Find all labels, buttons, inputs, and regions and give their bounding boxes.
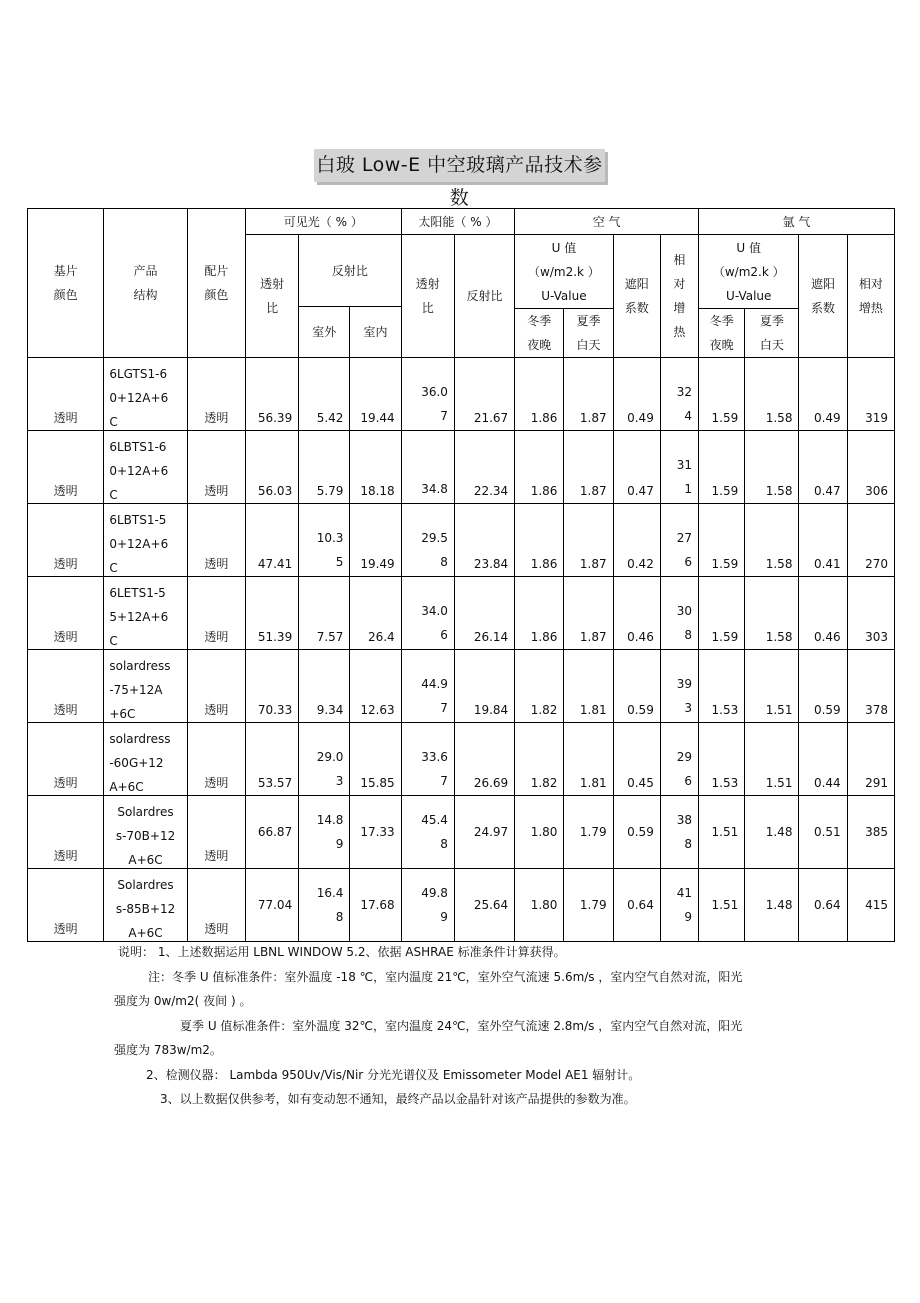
note-line: 注：冬季 U 值标准条件：室外温度 -18 ℃，室内温度 21℃，室外空气流速 5.6m/s ，室内空气自然对流，阳光 <box>148 969 743 984</box>
cell-air-shading: 0.45 <box>613 723 660 796</box>
cell-air-u-summer: 1.81 <box>564 723 613 796</box>
cell-argon-rel-heat: 270 <box>847 504 894 577</box>
cell-visible-reflect-outdoor: 7.57 <box>299 577 350 650</box>
header-argon-shading: 遮阳系数 <box>799 235 847 358</box>
cell-visible-transmit: 56.39 <box>245 358 298 431</box>
cell-argon-rel-heat: 415 <box>847 869 894 942</box>
cell-solar-transmit: 36.0 7 <box>401 358 454 431</box>
cell-visible-transmit: 66.87 <box>245 796 298 869</box>
cell-argon-shading: 0.41 <box>799 504 847 577</box>
cell-air-u-summer: 1.87 <box>564 358 613 431</box>
cell-visible-reflect-indoor: 17.68 <box>350 869 401 942</box>
cell-product: 6LBTS1-6 0+12A+6 C <box>104 431 187 504</box>
header-argon-summer: 夏季白天 <box>745 309 799 358</box>
cell-air-u-summer: 1.87 <box>564 431 613 504</box>
spec-table <box>27 208 895 942</box>
header-match-color: 配片颜色 <box>187 209 245 358</box>
cell-argon-rel-heat: 291 <box>847 723 894 796</box>
cell-argon-u-summer: 1.48 <box>745 869 799 942</box>
cell-air-rel-heat: 41 9 <box>660 869 698 942</box>
cell-argon-u-summer: 1.48 <box>745 796 799 869</box>
note-line: 说明： 1、上述数据运用 LBNL WINDOW 5.2、依据 ASHRAE 标准条件计算获得。 <box>118 945 566 959</box>
header-visible-transmit: 透射比 <box>245 235 298 358</box>
table-row <box>28 504 895 577</box>
header-solar: 太阳能（ % ） <box>401 209 515 235</box>
cell-argon-u-winter: 1.53 <box>699 723 745 796</box>
cell-air-u-winter: 1.86 <box>515 504 564 577</box>
cell-air-rel-heat: 30 8 <box>660 577 698 650</box>
cell-match-color: 透明 <box>187 431 245 504</box>
table-row <box>28 650 895 723</box>
cell-visible-reflect-indoor: 26.4 <box>350 577 401 650</box>
cell-argon-shading: 0.47 <box>799 431 847 504</box>
header-base-color: 基片颜色 <box>28 209 104 358</box>
cell-visible-reflect-outdoor: 10.3 5 <box>299 504 350 577</box>
table-row <box>28 723 895 796</box>
cell-argon-rel-heat: 303 <box>847 577 894 650</box>
cell-visible-reflect-indoor: 19.49 <box>350 504 401 577</box>
cell-match-color: 透明 <box>187 358 245 431</box>
cell-argon-shading: 0.44 <box>799 723 847 796</box>
cell-argon-rel-heat: 306 <box>847 431 894 504</box>
cell-air-u-winter: 1.86 <box>515 577 564 650</box>
cell-base-color: 透明 <box>28 504 104 577</box>
table-row <box>28 796 895 869</box>
cell-air-rel-heat: 27 6 <box>660 504 698 577</box>
cell-air-rel-heat: 31 1 <box>660 431 698 504</box>
cell-solar-transmit: 49.8 9 <box>401 869 454 942</box>
cell-match-color: 透明 <box>187 796 245 869</box>
cell-solar-transmit: 44.9 7 <box>401 650 454 723</box>
notes <box>114 940 858 1112</box>
cell-product: 6LBTS1-5 0+12A+6 C <box>104 504 187 577</box>
note-line: 2、检测仪器： Lambda 950Uv/Vis/Nir 分光光谱仪及 Emissometer Model AE1 辐射计。 <box>146 1067 641 1082</box>
cell-solar-transmit: 29.5 8 <box>401 504 454 577</box>
cell-solar-reflect: 19.84 <box>454 650 514 723</box>
header-solar-transmit: 透射比 <box>401 235 454 358</box>
cell-base-color: 透明 <box>28 431 104 504</box>
cell-air-u-winter: 1.86 <box>515 358 564 431</box>
cell-air-shading: 0.46 <box>613 577 660 650</box>
cell-base-color: 透明 <box>28 358 104 431</box>
cell-visible-transmit: 77.04 <box>245 869 298 942</box>
cell-air-u-winter: 1.82 <box>515 723 564 796</box>
cell-air-u-winter: 1.80 <box>515 869 564 942</box>
cell-solar-transmit: 34.0 6 <box>401 577 454 650</box>
cell-base-color: 透明 <box>28 577 104 650</box>
cell-visible-reflect-outdoor: 5.79 <box>299 431 350 504</box>
cell-solar-transmit: 33.6 7 <box>401 723 454 796</box>
cell-air-u-summer: 1.87 <box>564 504 613 577</box>
cell-argon-rel-heat: 378 <box>847 650 894 723</box>
cell-air-u-winter: 1.86 <box>515 431 564 504</box>
cell-air-shading: 0.64 <box>613 869 660 942</box>
table-row <box>28 358 895 431</box>
cell-argon-shading: 0.51 <box>799 796 847 869</box>
cell-argon-u-winter: 1.59 <box>699 577 745 650</box>
cell-air-shading: 0.47 <box>613 431 660 504</box>
cell-argon-shading: 0.59 <box>799 650 847 723</box>
header-argon: 氩 气 <box>699 209 895 235</box>
cell-product: solardress -75+12A +6C <box>104 650 187 723</box>
header-air-winter: 冬季夜晚 <box>515 309 564 358</box>
cell-air-shading: 0.42 <box>613 504 660 577</box>
cell-air-rel-heat: 38 8 <box>660 796 698 869</box>
cell-argon-u-winter: 1.51 <box>699 796 745 869</box>
note-line: 强度为 0w/m2( 夜间 ) 。 <box>114 994 252 1008</box>
cell-base-color: 透明 <box>28 869 104 942</box>
cell-visible-reflect-indoor: 19.44 <box>350 358 401 431</box>
cell-solar-reflect: 26.14 <box>454 577 514 650</box>
cell-argon-u-summer: 1.51 <box>745 723 799 796</box>
cell-air-rel-heat: 29 6 <box>660 723 698 796</box>
cell-air-u-winter: 1.82 <box>515 650 564 723</box>
cell-argon-u-summer: 1.58 <box>745 358 799 431</box>
cell-base-color: 透明 <box>28 650 104 723</box>
cell-solar-reflect: 24.97 <box>454 796 514 869</box>
cell-argon-shading: 0.64 <box>799 869 847 942</box>
cell-product: 6LETS1-5 5+12A+6 C <box>104 577 187 650</box>
header-outdoor: 室外 <box>299 307 350 358</box>
cell-air-u-winter: 1.80 <box>515 796 564 869</box>
cell-visible-reflect-outdoor: 16.4 8 <box>299 869 350 942</box>
cell-argon-u-winter: 1.51 <box>699 869 745 942</box>
cell-solar-transmit: 45.4 8 <box>401 796 454 869</box>
cell-argon-u-winter: 1.59 <box>699 431 745 504</box>
cell-visible-reflect-indoor: 15.85 <box>350 723 401 796</box>
cell-argon-shading: 0.49 <box>799 358 847 431</box>
cell-argon-shading: 0.46 <box>799 577 847 650</box>
header-visible-reflect: 反射比 <box>299 235 401 307</box>
note-line: 3、以上数据仅供参考，如有变动恕不通知，最终产品以金晶针对该产品提供的参数为准。 <box>160 1092 636 1106</box>
cell-air-shading: 0.59 <box>613 796 660 869</box>
table-row <box>28 577 895 650</box>
cell-match-color: 透明 <box>187 869 245 942</box>
cell-visible-reflect-outdoor: 9.34 <box>299 650 350 723</box>
cell-match-color: 透明 <box>187 723 245 796</box>
cell-product: solardress -60G+12 A+6C <box>104 723 187 796</box>
cell-visible-transmit: 53.57 <box>245 723 298 796</box>
cell-visible-reflect-indoor: 12.63 <box>350 650 401 723</box>
cell-base-color: 透明 <box>28 796 104 869</box>
cell-argon-u-summer: 1.51 <box>745 650 799 723</box>
cell-visible-transmit: 56.03 <box>245 431 298 504</box>
cell-argon-rel-heat: 319 <box>847 358 894 431</box>
cell-visible-transmit: 51.39 <box>245 577 298 650</box>
cell-air-u-summer: 1.79 <box>564 796 613 869</box>
cell-argon-u-winter: 1.53 <box>699 650 745 723</box>
cell-visible-transmit: 70.33 <box>245 650 298 723</box>
cell-argon-u-summer: 1.58 <box>745 504 799 577</box>
cell-solar-transmit: 34.8 <box>401 431 454 504</box>
note-line: 强度为 783w/m2。 <box>114 1043 222 1057</box>
header-argon-u-value: U 值 （w/m2.k ） U-Value <box>699 235 799 309</box>
cell-visible-transmit: 47.41 <box>245 504 298 577</box>
header-argon-winter: 冬季夜晚 <box>699 309 745 358</box>
cell-base-color: 透明 <box>28 723 104 796</box>
cell-air-u-summer: 1.81 <box>564 650 613 723</box>
table-row <box>28 869 895 942</box>
header-product: 产品结构 <box>104 209 187 358</box>
header-air-rel-heat: 相对增热 <box>660 235 698 358</box>
cell-product: Solardres s-85B+12 A+6C <box>104 869 187 942</box>
cell-air-shading: 0.59 <box>613 650 660 723</box>
cell-solar-reflect: 23.84 <box>454 504 514 577</box>
cell-air-u-summer: 1.87 <box>564 577 613 650</box>
cell-product: 6LGTS1-6 0+12A+6 C <box>104 358 187 431</box>
page-title: 白玻 Low-E 中空玻璃产品技术参数 <box>314 149 605 182</box>
cell-visible-reflect-indoor: 17.33 <box>350 796 401 869</box>
cell-solar-reflect: 26.69 <box>454 723 514 796</box>
cell-match-color: 透明 <box>187 650 245 723</box>
cell-argon-u-winter: 1.59 <box>699 358 745 431</box>
cell-visible-reflect-outdoor: 14.8 9 <box>299 796 350 869</box>
cell-air-u-summer: 1.79 <box>564 869 613 942</box>
header-argon-rel-heat: 相对增热 <box>847 235 894 358</box>
header-air-shading: 遮阳系数 <box>613 235 660 358</box>
cell-match-color: 透明 <box>187 577 245 650</box>
cell-visible-reflect-outdoor: 29.0 3 <box>299 723 350 796</box>
cell-visible-reflect-indoor: 18.18 <box>350 431 401 504</box>
cell-air-shading: 0.49 <box>613 358 660 431</box>
cell-match-color: 透明 <box>187 504 245 577</box>
cell-argon-u-summer: 1.58 <box>745 431 799 504</box>
cell-visible-reflect-outdoor: 5.42 <box>299 358 350 431</box>
table-row <box>28 431 895 504</box>
header-air-u-value: U 值 （w/m2.k ） U-Value <box>515 235 613 309</box>
cell-air-rel-heat: 32 4 <box>660 358 698 431</box>
header-visible: 可见光（ % ） <box>245 209 401 235</box>
header-air-summer: 夏季白天 <box>564 309 613 358</box>
note-line: 夏季 U 值标准条件：室外温度 32℃，室内温度 24℃，室外空气流速 2.8m/s ，室内空气自然对流，阳光 <box>180 1018 743 1033</box>
cell-solar-reflect: 25.64 <box>454 869 514 942</box>
cell-solar-reflect: 21.67 <box>454 358 514 431</box>
header-air: 空 气 <box>515 209 699 235</box>
cell-product: Solardres s-70B+12 A+6C <box>104 796 187 869</box>
header-indoor: 室内 <box>350 307 401 358</box>
cell-argon-rel-heat: 385 <box>847 796 894 869</box>
cell-argon-u-summer: 1.58 <box>745 577 799 650</box>
cell-air-rel-heat: 39 3 <box>660 650 698 723</box>
cell-solar-reflect: 22.34 <box>454 431 514 504</box>
header-solar-reflect: 反射比 <box>454 235 514 358</box>
cell-argon-u-winter: 1.59 <box>699 504 745 577</box>
